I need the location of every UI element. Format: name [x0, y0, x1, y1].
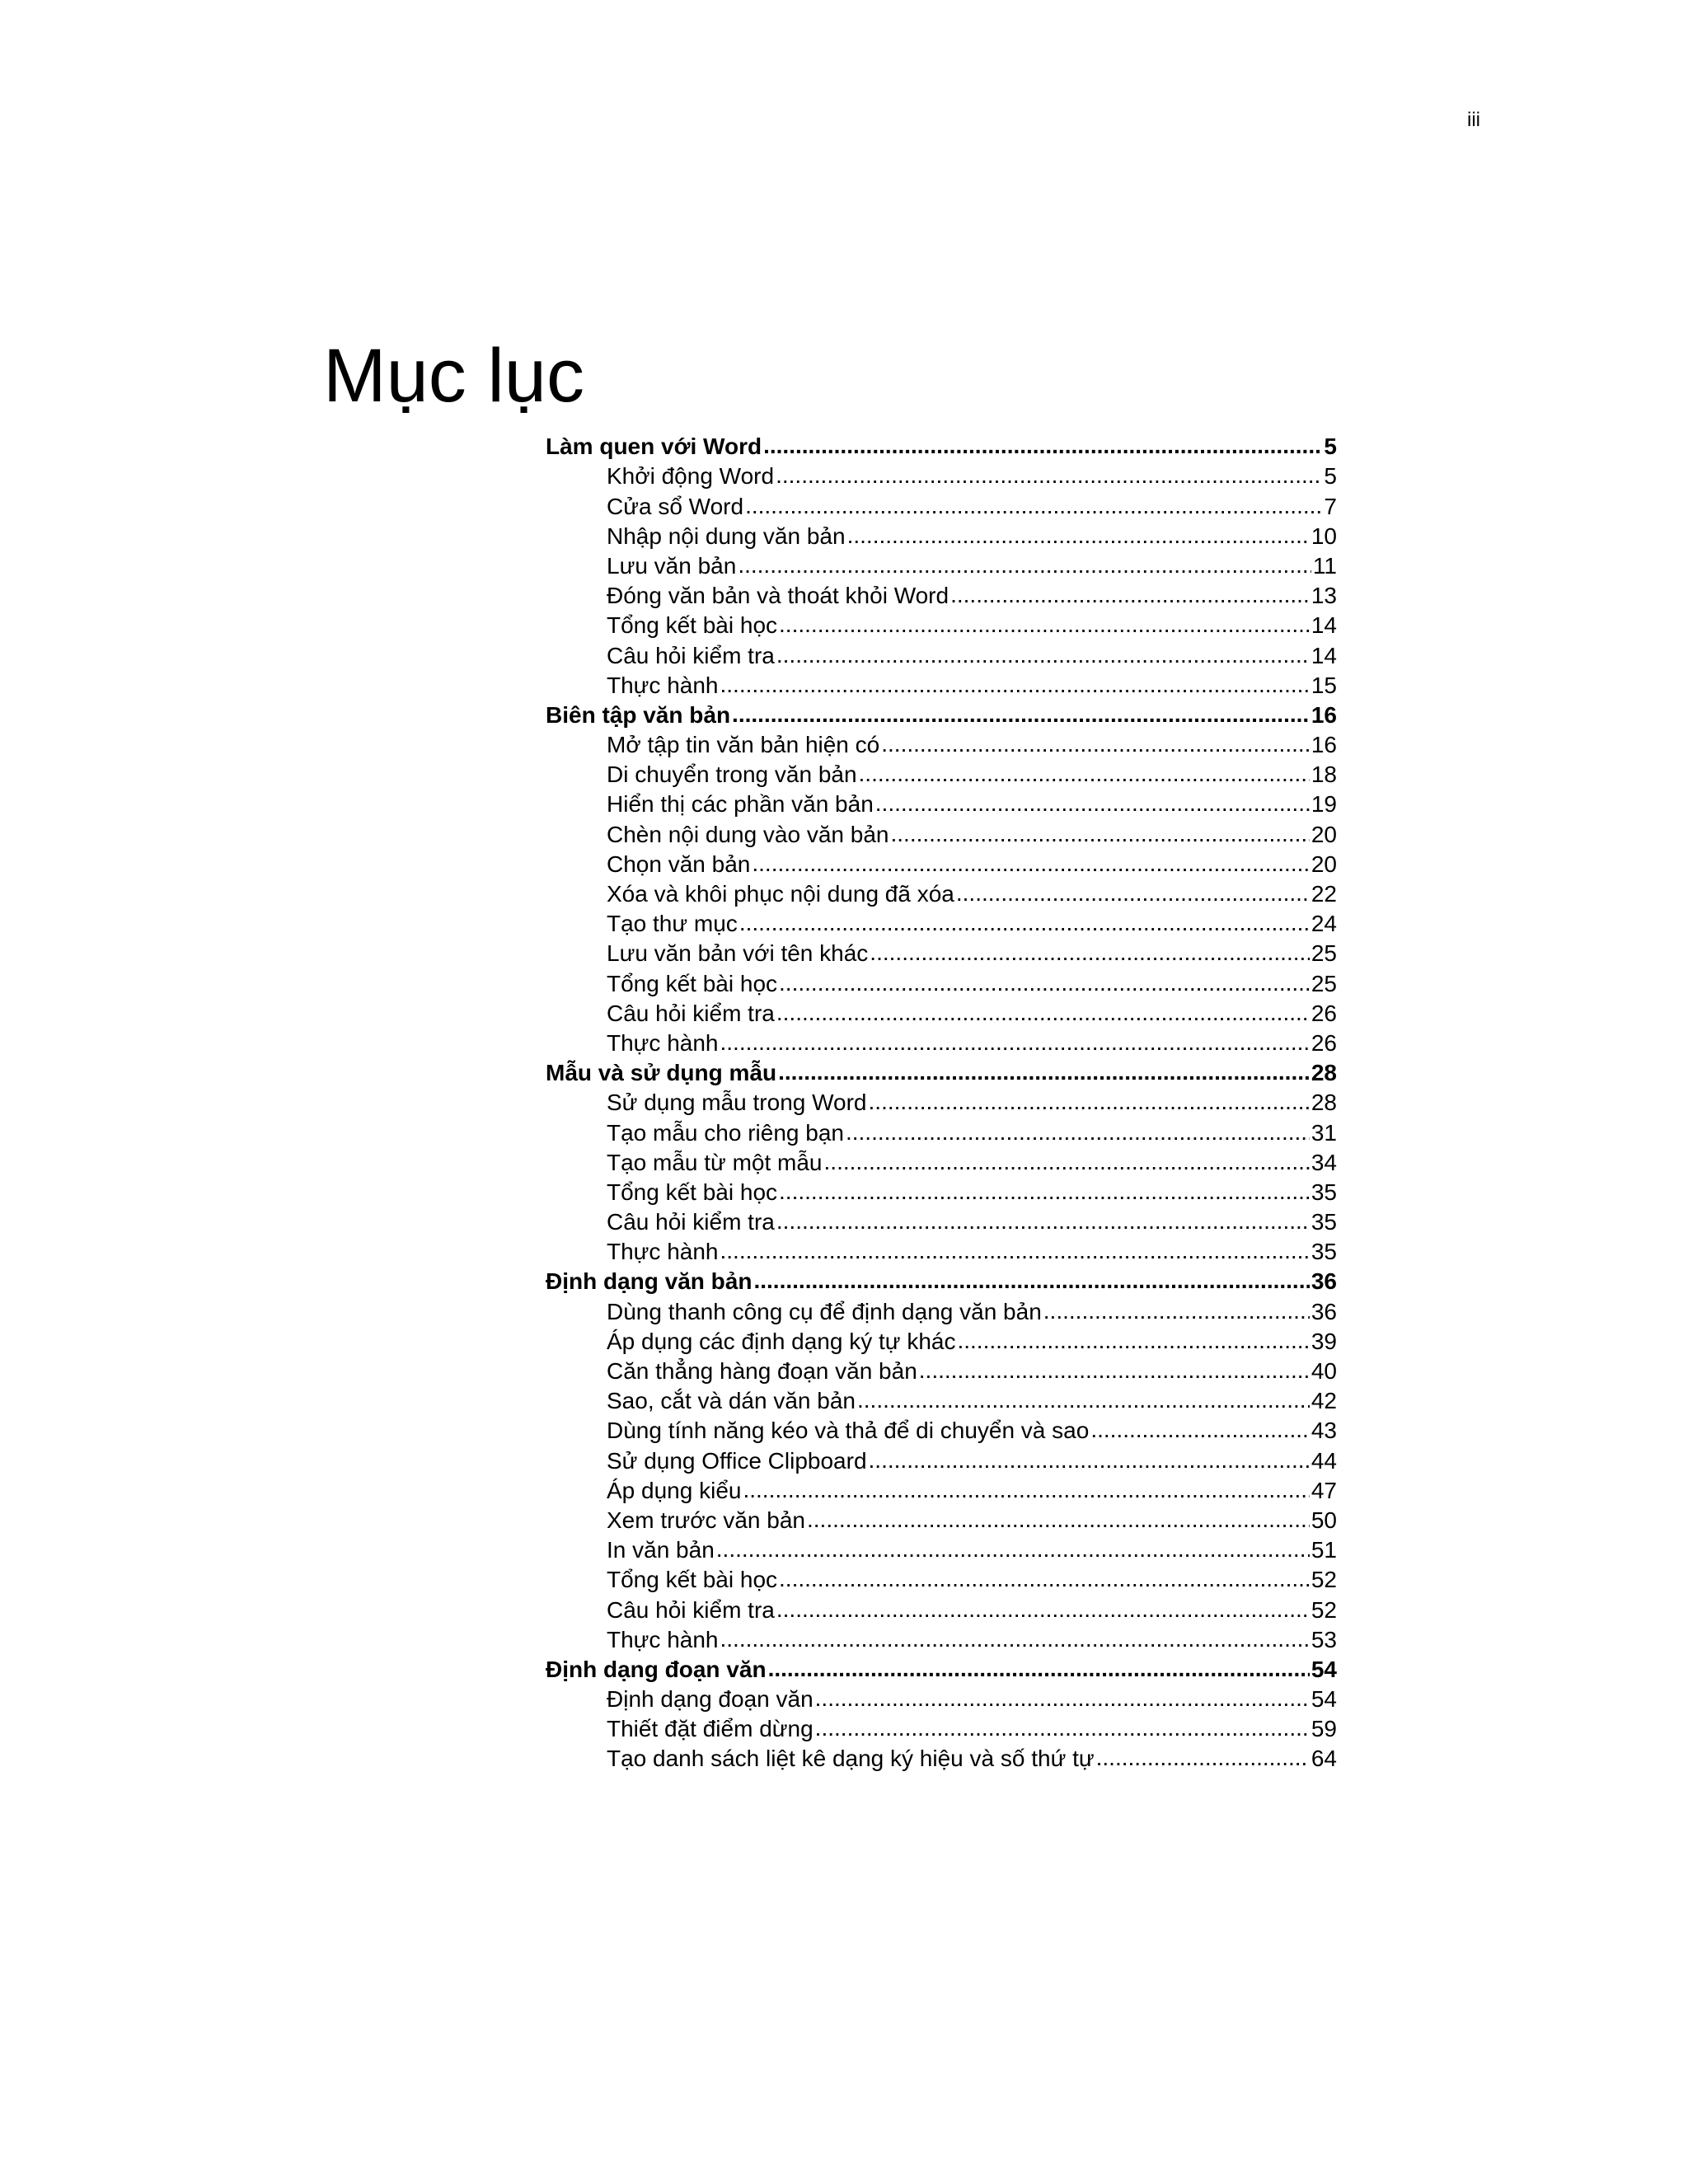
toc-entry-page-number: 64	[1311, 1746, 1337, 1772]
page-number: iii	[1467, 109, 1480, 131]
toc-entry-page-number: 20	[1311, 821, 1337, 847]
toc-entry-label: Nhập nội dung văn bản	[607, 523, 846, 549]
toc-section-entry[interactable]	[546, 1353, 1337, 1383]
toc-entry-label: Tổng kết bài học	[607, 1567, 778, 1593]
toc-entry-label: Đóng văn bản và thoát khỏi Word	[607, 583, 950, 609]
toc-section-entry[interactable]	[546, 876, 1337, 906]
toc-entry-page-number: 18	[1311, 762, 1337, 788]
toc-entry-label: Biên tập văn bản	[546, 701, 731, 728]
toc-section-entry[interactable]	[546, 786, 1337, 816]
toc-entry-label: Di chuyển trong văn bản	[607, 762, 857, 788]
toc-section-entry[interactable]	[546, 906, 1337, 935]
toc-entry-page-number: 54	[1311, 1656, 1337, 1682]
toc-entry-page-number: 36	[1311, 1268, 1337, 1295]
toc-dot-leader	[815, 1717, 1310, 1741]
toc-entry-label: Thiết đặt điểm dừng	[607, 1716, 814, 1742]
toc-section-entry[interactable]	[546, 1502, 1337, 1532]
toc-entry-page-number: 22	[1311, 881, 1337, 907]
toc-dot-leader	[720, 1240, 1310, 1263]
toc-dot-leader	[779, 613, 1310, 637]
toc-dot-leader	[919, 1359, 1310, 1383]
toc-entry-label: Áp dụng các định dạng ký tự khác	[607, 1328, 956, 1354]
toc-entry-label: Làm quen với Word	[546, 434, 762, 460]
toc-section-entry[interactable]	[546, 578, 1337, 607]
toc-section-entry[interactable]	[546, 846, 1337, 876]
toc-dot-leader	[776, 1001, 1310, 1025]
toc-entry-page-number: 50	[1311, 1507, 1337, 1533]
toc-section-entry[interactable]	[546, 1622, 1337, 1652]
toc-entry-label: Câu hỏi kiểm tra	[607, 1209, 775, 1235]
toc-entry-label: Khởi động Word	[607, 463, 775, 490]
toc-entry-page-number: 39	[1311, 1328, 1337, 1354]
toc-entry-page-number: 52	[1311, 1567, 1337, 1593]
toc-dot-leader	[859, 762, 1310, 786]
toc-entry-page-number: 11	[1312, 552, 1337, 579]
toc-entry-label: Tổng kết bài học	[607, 1179, 778, 1205]
toc-entry-label: Định dạng văn bản	[546, 1268, 753, 1295]
toc-entry-label: In văn bản	[607, 1537, 715, 1563]
toc-section-entry[interactable]	[546, 1681, 1337, 1711]
toc-entry-label: Định dạng đoạn văn	[607, 1686, 814, 1713]
toc-entry-label: Tạo mẫu từ một mẫu	[607, 1149, 823, 1175]
toc-entry-page-number: 15	[1311, 672, 1337, 698]
toc-section-entry[interactable]	[546, 727, 1337, 757]
toc-section-entry[interactable]	[546, 1532, 1337, 1562]
toc-entry-page-number: 10	[1311, 523, 1337, 549]
toc-section-entry[interactable]	[546, 996, 1337, 1025]
toc-entry-label: Lưu văn bản	[607, 552, 737, 579]
toc-dot-leader	[869, 1090, 1310, 1114]
toc-entry-page-number: 36	[1311, 1298, 1337, 1324]
toc-entry-label: Thực hành	[607, 1239, 719, 1265]
toc-entry-label: Mẫu và sử dụng mẫu	[546, 1060, 777, 1086]
toc-entry-page-number: 14	[1311, 612, 1337, 639]
toc-dot-leader	[779, 1568, 1310, 1591]
toc-dot-leader	[745, 494, 1322, 518]
toc-section-entry[interactable]	[546, 1711, 1337, 1741]
toc-dot-leader	[956, 882, 1310, 906]
toc-section-entry[interactable]	[546, 1085, 1337, 1114]
toc-dot-leader	[1043, 1300, 1310, 1324]
toc-entry-page-number: 59	[1311, 1716, 1337, 1742]
toc-section-entry[interactable]	[546, 1383, 1337, 1413]
toc-entry-page-number: 43	[1311, 1418, 1337, 1444]
toc-entry-label: Câu hỏi kiểm tra	[607, 1000, 775, 1026]
toc-entry-label: Lưu văn bản với tên khác	[607, 940, 869, 967]
toc-entry-label: Câu hỏi kiểm tra	[607, 642, 775, 668]
toc-section-entry[interactable]	[546, 607, 1337, 637]
toc-section-entry[interactable]	[546, 488, 1337, 518]
toc-chapter-entry[interactable]	[546, 429, 1337, 458]
toc-dot-leader	[716, 1538, 1310, 1562]
toc-section-entry[interactable]	[546, 668, 1337, 697]
toc-entry-page-number: 16	[1311, 732, 1337, 758]
toc-entry-label: Tổng kết bài học	[607, 612, 778, 639]
toc-dot-leader	[738, 554, 1311, 578]
toc-entry-page-number: 52	[1311, 1596, 1337, 1623]
toc-section-entry[interactable]	[546, 1234, 1337, 1263]
toc-entry-label: Tạo danh sách liệt kê dạng ký hiệu và số thứ tự	[607, 1746, 1095, 1772]
toc-entry-page-number: 14	[1311, 642, 1337, 668]
toc-entry-page-number: 42	[1311, 1388, 1337, 1414]
toc-entry-page-number: 25	[1311, 970, 1337, 996]
toc-dot-leader	[732, 703, 1310, 727]
toc-section-entry[interactable]	[546, 1025, 1337, 1055]
toc-entry-label: Thực hành	[607, 1626, 719, 1652]
toc-dot-leader	[875, 792, 1310, 816]
toc-entry-page-number: 20	[1311, 851, 1337, 877]
toc-entry-page-number: 51	[1311, 1537, 1337, 1563]
toc-entry-label: Áp dụng kiểu	[607, 1477, 742, 1503]
toc-entry-label: Chèn nội dung vào văn bản	[607, 821, 889, 847]
toc-entry-label: Hiển thị các phần văn bản	[607, 791, 874, 818]
toc-dot-leader	[739, 912, 1310, 935]
toc-entry-label: Mở tập tin văn bản hiện có	[607, 732, 880, 758]
toc-entry-label: Thực hành	[607, 672, 719, 698]
toc-entry-label: Dùng tính năng kéo và thả để di chuyển và sao	[607, 1418, 1090, 1444]
toc-section-entry[interactable]	[546, 1293, 1337, 1323]
toc-entry-label: Sử dụng mẫu trong Word	[607, 1090, 867, 1116]
toc-dot-leader	[776, 1210, 1310, 1234]
toc-section-entry[interactable]	[546, 1174, 1337, 1204]
toc-dot-leader	[846, 1121, 1310, 1145]
toc-entry-label: Tổng kết bài học	[607, 970, 778, 996]
toc-section-entry[interactable]	[546, 1413, 1337, 1442]
toc-section-entry[interactable]	[546, 548, 1337, 578]
toc-dot-leader	[776, 1598, 1310, 1622]
toc-dot-leader	[720, 1031, 1310, 1055]
toc-dot-leader	[824, 1151, 1310, 1174]
toc-section-entry[interactable]	[546, 935, 1337, 965]
toc-entry-page-number: 26	[1311, 1000, 1337, 1026]
toc-section-entry[interactable]	[546, 1204, 1337, 1234]
toc-dot-leader	[720, 1628, 1310, 1652]
toc-entry-label: Căn thẳng hàng đoạn văn bản	[607, 1358, 917, 1384]
toc-dot-leader	[778, 1061, 1310, 1085]
toc-entry-page-number: 19	[1311, 791, 1337, 818]
toc-dot-leader	[857, 1389, 1310, 1413]
page-title: Mục lục	[323, 334, 584, 418]
toc-chapter-entry[interactable]	[546, 1652, 1337, 1681]
toc-section-entry[interactable]	[546, 1114, 1337, 1144]
toc-entry-page-number: 7	[1324, 493, 1337, 519]
toc-section-entry[interactable]	[546, 1741, 1337, 1770]
toc-dot-leader	[891, 823, 1310, 846]
toc-section-entry[interactable]	[546, 965, 1337, 995]
toc-entry-label: Cửa sổ Word	[607, 493, 744, 519]
toc-section-entry[interactable]	[546, 637, 1337, 667]
toc-entry-label: Xóa và khôi phục nội dung đã xóa	[607, 881, 954, 907]
toc-section-entry[interactable]	[546, 518, 1337, 548]
toc-dot-leader	[763, 434, 1322, 458]
toc-dot-leader	[776, 644, 1310, 668]
toc-chapter-entry[interactable]	[546, 1263, 1337, 1293]
toc-dot-leader	[881, 733, 1310, 757]
toc-entry-label: Câu hỏi kiểm tra	[607, 1596, 775, 1623]
toc-dot-leader	[779, 972, 1310, 996]
toc-section-entry[interactable]	[546, 1591, 1337, 1621]
toc-section-entry[interactable]	[546, 757, 1337, 786]
toc-entry-page-number: 47	[1311, 1477, 1337, 1503]
toc-entry-label: Chọn văn bản	[607, 851, 751, 877]
toc-entry-page-number: 35	[1311, 1239, 1337, 1265]
toc-dot-leader	[957, 1329, 1309, 1353]
toc-chapter-entry[interactable]	[546, 1055, 1337, 1085]
toc-entry-page-number: 31	[1311, 1119, 1337, 1146]
toc-entry-page-number: 13	[1311, 583, 1337, 609]
toc-entry-label: Định dạng đoạn văn	[546, 1656, 767, 1682]
toc-dot-leader	[950, 583, 1310, 607]
toc-dot-leader	[1090, 1418, 1310, 1442]
toc-entry-page-number: 44	[1311, 1447, 1337, 1474]
toc-entry-page-number: 40	[1311, 1358, 1337, 1384]
toc-dot-leader	[752, 852, 1309, 876]
toc-dot-leader	[807, 1508, 1310, 1532]
toc-dot-leader	[847, 524, 1310, 548]
toc-dot-leader	[870, 941, 1310, 965]
toc-dot-leader	[753, 1269, 1309, 1293]
toc-chapter-entry[interactable]	[546, 697, 1337, 727]
toc-entry-label: Tạo mẫu cho riêng bạn	[607, 1119, 844, 1146]
toc-entry-page-number: 54	[1311, 1686, 1337, 1713]
toc-section-entry[interactable]	[546, 458, 1337, 488]
toc-section-entry[interactable]	[546, 1562, 1337, 1591]
toc-entry-label: Thực hành	[607, 1029, 719, 1056]
toc-entry-page-number: 26	[1311, 1029, 1337, 1056]
toc-entry-label: Tạo thư mục	[607, 911, 738, 937]
toc-entry-page-number: 35	[1311, 1209, 1337, 1235]
toc-dot-leader	[768, 1657, 1310, 1681]
toc-entry-label: Dùng thanh công cụ để định dạng văn bản	[607, 1298, 1042, 1324]
toc-entry-page-number: 5	[1324, 463, 1337, 490]
toc-entry-label: Sao, cắt và dán văn bản	[607, 1388, 856, 1414]
toc-entry-page-number: 25	[1311, 940, 1337, 967]
toc-entry-page-number: 28	[1311, 1090, 1337, 1116]
toc-entry-page-number: 53	[1311, 1626, 1337, 1652]
toc-section-entry[interactable]	[546, 1473, 1337, 1502]
toc-section-entry[interactable]	[546, 1442, 1337, 1472]
toc-entry-page-number: 35	[1311, 1179, 1337, 1205]
toc-entry-label: Sử dụng Office Clipboard	[607, 1447, 867, 1474]
toc-section-entry[interactable]	[546, 1145, 1337, 1174]
toc-entry-page-number: 34	[1311, 1149, 1337, 1175]
toc-entry-page-number: 24	[1311, 911, 1337, 937]
toc-dot-leader	[869, 1449, 1310, 1473]
toc-entry-page-number: 16	[1311, 701, 1337, 728]
toc-dot-leader	[720, 673, 1310, 697]
toc-section-entry[interactable]	[546, 1324, 1337, 1353]
toc-dot-leader	[776, 464, 1322, 488]
table-of-contents	[546, 429, 1337, 1770]
toc-dot-leader	[779, 1180, 1310, 1204]
toc-dot-leader	[815, 1687, 1310, 1711]
toc-entry-label: Xem trước văn bản	[607, 1507, 805, 1533]
toc-section-entry[interactable]	[546, 816, 1337, 846]
toc-entry-page-number: 28	[1311, 1060, 1337, 1086]
toc-dot-leader	[1096, 1746, 1310, 1770]
toc-entry-page-number: 5	[1324, 434, 1337, 460]
toc-dot-leader	[743, 1479, 1309, 1502]
